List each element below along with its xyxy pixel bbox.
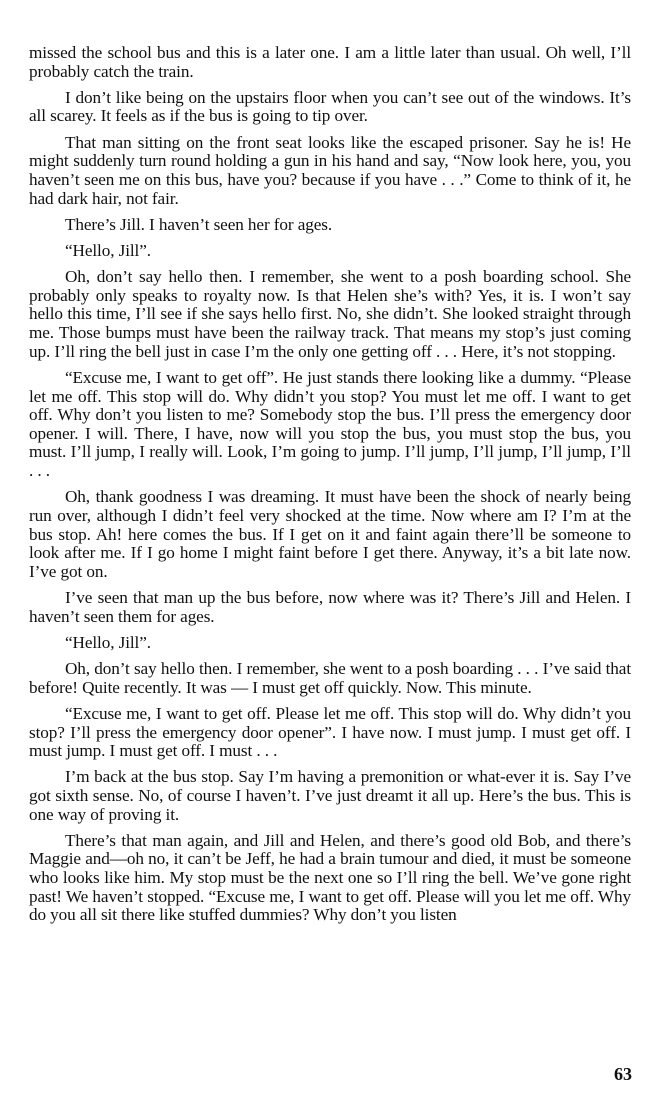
paragraph-5: “Hello, Jill”. (65, 240, 151, 260)
paragraph-13: I’m back at the bus stop. Say I’m having a premonition or what-ever it is. Say I’ve got sixth sense. No, of course I haven’t. I’ve just dreamt it all up. Here’s the bus. This is one way of proving it. (29, 767, 631, 824)
paragraph-8: Oh, thank goodness I was dreaming. It must have been the shock of nearly being run over, although I didn’t feel very shocked at the time. Now where am I? I’m at the bus stop. Ah! here comes the bus. If I get on it and faint again there’ll be someone to look after me. If I go home I might faint before I get there. Anyway, it’s a bit late now. I’ve got on. (29, 487, 631, 581)
paragraph-7: “Excuse me, I want to get off”. He just stands there looking like a dummy. “Please let me off. This stop will do. Why didn’t you stop? You must let me off. I want to get off. Why don’t you listen to me? Somebody stop the bus. I’ll press the emergency door opener. I will. There, I have, now will you stop the bus, you must stop the bus, you must. I’ll jump, I really will. Look, I’m going to jump. I’ll jump, I’ll jump, I’ll jump, I’ll . . . (29, 367, 631, 481)
paragraph-2: I don’t like being on the upstairs floor when you can’t see out of the windows. It’s all scarey. It feels as if the bus is going to tip over. (29, 87, 631, 126)
paragraph-9: I’ve seen that man up the bus before, now where was it? There’s Jill and Helen. I haven’t seen them for ages. (29, 588, 631, 626)
paragraph-3: That man sitting on the front seat looks like the escaped prisoner. Say he is! He might suddenly turn round holding a gun in his hand and say, “Now look here, you, you haven’t seen me on this bus, have you? because if you have . . .” Come to think of it, he had dark hair, not fair. (29, 132, 631, 208)
book-page-body (29, 44, 631, 933)
paragraph-12: “Excuse me, I want to get off. Please let me off. This stop will do. Why didn’t you stop? I’ll press the emergency door opener”. I have now. I must jump. I must get off. I must jump. I must get off. I must . . . (29, 703, 631, 761)
paragraph-10: “Hello, Jill”. (65, 632, 151, 652)
paragraph-1: missed the school bus and this is a later one. I am a little later than usual. Oh well, I’ll probably catch the train. (29, 43, 631, 81)
paragraph-14: There’s that man again, and Jill and Helen, and there’s good old Bob, and there’s Maggie and—oh no, it can’t be Jeff, he had a brain tumour and died, it must be someone who looks like him. My stop must be the next one so I’ll ring the bell. We’ve gone right past! We haven’t stopped. “Excuse me, I want to get off. Please will you let me off. Why do you all sit there like stuffed dummies? Why don’t you listen (29, 830, 631, 925)
paragraph-11: Oh, don’t say hello then. I remember, she went to a posh boarding . . . I’ve said that before! Quite recently. It was — I must get off quickly. Now. This minute. (29, 659, 631, 697)
page-number: 63 (614, 1064, 632, 1084)
paragraph-4: There’s Jill. I haven’t seen her for ages. (65, 214, 333, 234)
paragraph-6: Oh, don’t say hello then. I remember, she went to a posh boarding school. She probably only speaks to royalty now. Is that Helen she’s with? Yes, it is. I won’t say hello this time, I’ll see if she says hello first. No, she didn’t. She looked straight through me. Those bumps must have been the railway track. That means my stop’s just coming up. I’ll ring the bell just in case I’m the only one getting off . . . Here, it’s not stopping. (29, 267, 631, 361)
